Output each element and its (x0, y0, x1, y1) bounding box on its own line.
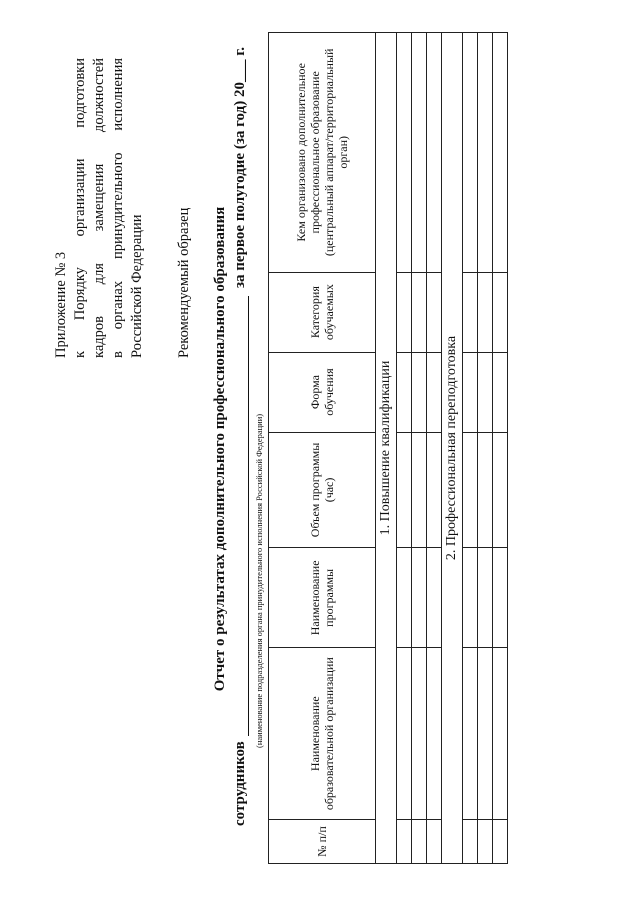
table-cell (463, 352, 478, 432)
appendix-line-3: кадров для замещения должностей (91, 58, 107, 358)
table-row (478, 33, 493, 864)
table-cell (478, 548, 493, 648)
table-header-row (269, 33, 376, 864)
table-cell (412, 352, 427, 432)
table-cell (463, 548, 478, 648)
header-organization: Наименование образовательной организации (269, 648, 376, 820)
table-cell (493, 648, 508, 820)
section-title-2: 2. Профессиональная переподготовка (442, 33, 463, 864)
table-cell (397, 272, 412, 352)
table-cell (463, 648, 478, 820)
table-cell (397, 820, 412, 864)
table-cell (412, 33, 427, 273)
report-left-word: сотрудников (232, 741, 248, 826)
report-table (268, 32, 508, 864)
fill-in-blank-line (248, 296, 249, 736)
section-title-1: 1. Повышение квалификации (376, 33, 397, 864)
table-cell (412, 432, 427, 548)
table-cell (427, 648, 442, 820)
table-cell (478, 820, 493, 864)
table-cell (493, 33, 508, 273)
table-cell (412, 272, 427, 352)
table-cell (397, 548, 412, 648)
section-row-1 (376, 33, 397, 864)
table-cell (427, 432, 442, 548)
table-cell (397, 352, 412, 432)
header-study-form: Форма обучения (269, 352, 376, 432)
header-trainee-category: Категория обучаемых (269, 272, 376, 352)
table-cell (478, 272, 493, 352)
table-cell (478, 352, 493, 432)
blank-caption: (наименование подразделения органа принудительного исполнения Российской Федерации) (254, 413, 264, 748)
report-period: за первое полугодие (за год) 20___ г. (232, 46, 248, 288)
appendix-line-2: к Порядку организации подготовки (72, 58, 88, 358)
table-cell (463, 820, 478, 864)
table-cell (493, 352, 508, 432)
table-row (463, 33, 478, 864)
table-cell (478, 432, 493, 548)
table-cell (397, 432, 412, 548)
appendix-line-4: в органах принудительного исполнения (110, 58, 126, 358)
appendix-line-5: Российской Федерации (129, 214, 145, 358)
header-program-volume: Объем программы (час) (269, 432, 376, 548)
table-cell (427, 352, 442, 432)
header-number: № п/п (269, 820, 376, 864)
table-row (412, 33, 427, 864)
table-cell (427, 820, 442, 864)
table-cell (412, 820, 427, 864)
table-row (493, 33, 508, 864)
table-cell (493, 548, 508, 648)
appendix-number: Приложение № 3 (53, 251, 69, 358)
table-cell (493, 432, 508, 548)
table-cell (427, 272, 442, 352)
appendix-block (52, 58, 194, 358)
table-cell (397, 33, 412, 273)
report-title: Отчет о результатах дополнительного профессионального образования (212, 206, 228, 692)
table-row (427, 33, 442, 864)
section-row-2 (442, 33, 463, 864)
header-program-name: Наименование программы (269, 548, 376, 648)
table-cell (463, 33, 478, 273)
table-cell (493, 272, 508, 352)
table-cell (397, 648, 412, 820)
table-cell (427, 33, 442, 273)
table-cell (493, 820, 508, 864)
recommended-sample-label: Рекомендуемый образец (176, 207, 192, 358)
table-cell (463, 432, 478, 548)
table-cell (463, 272, 478, 352)
header-organized-by: Кем организовано дополнительное профессиональное образование (центральный аппарат/территориальный орган) (269, 33, 376, 273)
table-cell (412, 548, 427, 648)
table-cell (427, 548, 442, 648)
table-row (397, 33, 412, 864)
table-cell (478, 33, 493, 273)
report-subtitle-line (232, 36, 254, 826)
table-cell (478, 648, 493, 820)
table-cell (412, 648, 427, 820)
